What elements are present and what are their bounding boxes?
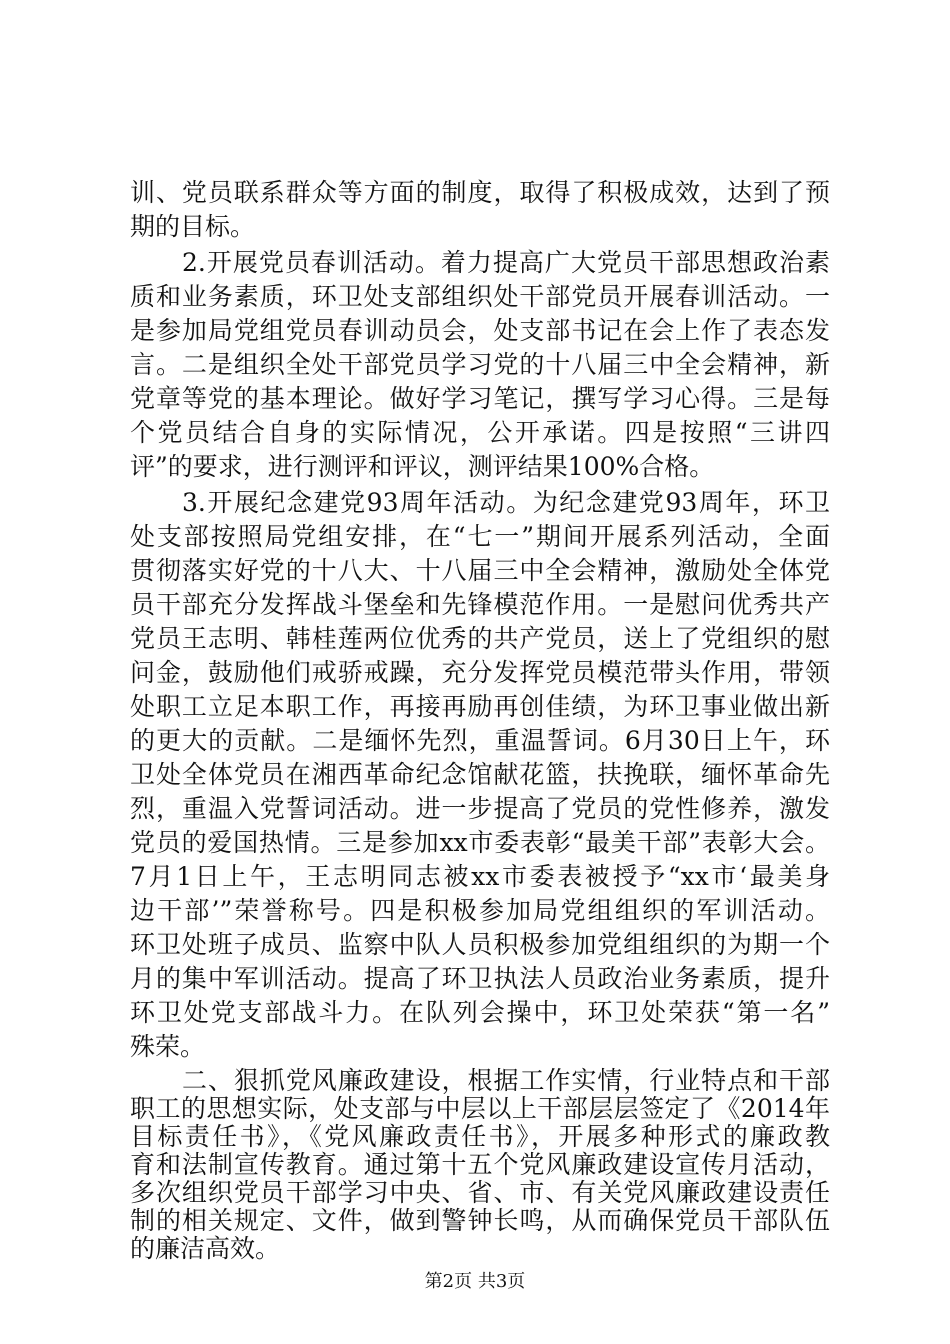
text-line: 评”的要求，进行测评和评议，测评结果100%合格。 <box>130 452 715 481</box>
text-line: 边干部’”荣誉称号。四是积极参加局党组组织的军训活动。 <box>130 896 830 925</box>
text-line: 贯彻落实好党的十八大、十八届三中全会精神，激励处全体党 <box>130 556 830 585</box>
text-line: 党员的爱国热情。三是参加xx市委表彰“最美干部”表彰大会。 <box>130 828 830 857</box>
text-line: 训、党员联系群众等方面的制度，取得了积极成效，达到了预 <box>130 178 830 207</box>
text-line: 殊荣。 <box>130 1032 206 1061</box>
text-line: 职工的思想实际，处支部与中层以上干部层层签定了《2014年 <box>130 1094 830 1123</box>
paragraph-start-line: 3.开展纪念建党93周年活动。为纪念建党93周年，环卫 <box>182 488 830 517</box>
paragraph-start-line: 二、狠抓党风廉政建设，根据工作实情，行业特点和干部 <box>182 1066 830 1095</box>
text-line: 期的目标。 <box>130 212 256 241</box>
text-line: 多次组织党员干部学习中央、省、市、有关党风廉政建设责任 <box>130 1178 830 1207</box>
text-line: 党章等党的基本理论。做好学习笔记，撰写学习心得。三是每 <box>130 384 830 413</box>
text-line: 质和业务素质，环卫处支部组织处干部党员开展春训活动。一 <box>130 282 830 311</box>
text-line: 育和法制宣传教育。通过第十五个党风廉政建设宣传月活动， <box>130 1150 830 1179</box>
text-line: 环卫处班子成员、监察中队人员积极参加党组组织的为期一个 <box>130 930 830 959</box>
text-line: 7月1日上午，王志明同志被xx市委表被授予“xx市‘最美身 <box>130 862 830 891</box>
text-line: 处支部按照局党组安排，在“七一”期间开展系列活动，全面 <box>130 522 830 551</box>
text-line: 问金，鼓励他们戒骄戒躁，充分发挥党员模范带头作用，带领 <box>130 658 830 687</box>
text-line: 处职工立足本职工作，再接再励再创佳绩，为环卫事业做出新 <box>130 692 830 721</box>
text-line: 言。二是组织全处干部党员学习党的十八届三中全会精神，新 <box>130 350 830 379</box>
text-line: 员干部充分发挥战斗堡垒和先锋模范作用。一是慰问优秀共产 <box>130 590 830 619</box>
text-line: 卫处全体党员在湘西革命纪念馆献花篮，扶挽联，缅怀革命先 <box>130 760 830 789</box>
text-line: 个党员结合自身的实际情况，公开承诺。四是按照“三讲四 <box>130 418 830 447</box>
text-line: 的更大的贡献。二是缅怀先烈，重温誓词。6月30日上午，环 <box>130 726 830 755</box>
paragraph-start-line: 2.开展党员春训活动。着力提高广大党员干部思想政治素 <box>182 248 830 277</box>
text-line: 是参加局党组党员春训动员会，处支部书记在会上作了表态发 <box>130 316 830 345</box>
text-line: 的廉洁高效。 <box>130 1234 281 1263</box>
text-line: 月的集中军训活动。提高了环卫执法人员政治业务素质，提升 <box>130 964 830 993</box>
text-line: 环卫处党支部战斗力。在队列会操中，环卫处荣获“第一名” <box>130 998 830 1027</box>
text-line: 烈，重温入党誓词活动。进一步提高了党员的党性修养，激发 <box>130 794 830 823</box>
text-line: 目标责任书》，《党风廉政责任书》，开展多种形式的廉政教 <box>130 1122 830 1151</box>
text-line: 制的相关规定、文件，做到警钟长鸣，从而确保党员干部队伍 <box>130 1206 830 1235</box>
page-number-footer: 第2页 共3页 <box>424 1271 526 1292</box>
text-line: 党员王志明、韩桂莲两位优秀的共产党员，送上了党组织的慰 <box>130 624 830 653</box>
